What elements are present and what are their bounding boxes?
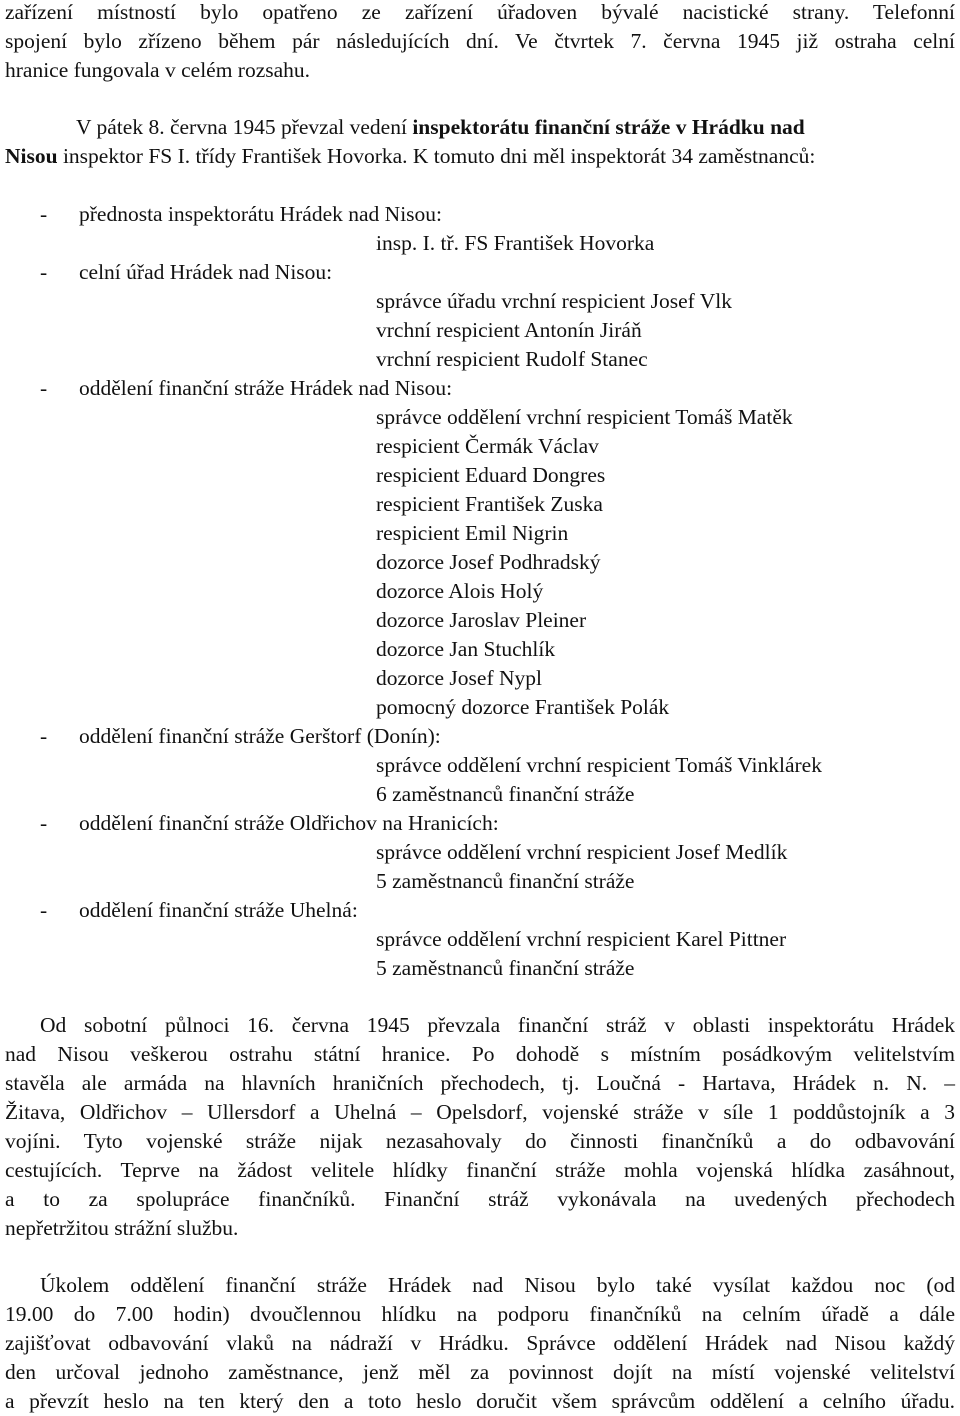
para2-line-2-text: inspektor FS I. třídy František Hovorka. K tomuto dni měl inspektorát 34 zaměstnanců: <box>57 144 816 168</box>
para4-line-4: den určoval jednoho zaměstnance, jenž měl za povinnost dojít na místí vojenské velitelství <box>5 1360 955 1384</box>
para3-line-4: Žitava, Oldřichov – Ullersdorf a Uhelná – Opelsdorf, vojenské stráže v síle 1 poddůstojník a 3 <box>5 1100 955 1124</box>
section-6-person-2: 5 zaměstnanců finanční stráže <box>376 956 635 980</box>
para3-line-2: nad Nisou veškerou ostrahu státní hranice. Po dohodě s místním posádkovým velitelstvím <box>5 1042 955 1066</box>
section-3-person-10: dozorce Josef Nypl <box>376 666 542 690</box>
section-4-person-1: správce oddělení vrchní respicient Tomáš Vinklárek <box>376 753 822 777</box>
section-3-label: oddělení finanční stráže Hrádek nad Nisou: <box>79 376 453 400</box>
section-5-person-2: 5 zaměstnanců finanční stráže <box>376 869 635 893</box>
para3-line-5: vojíni. Tyto vojenské stráže nijak nezasahovaly do činnosti finančníků a do odbavování <box>5 1129 955 1153</box>
intro-line-3: hranice fungovala v celém rozsahu. <box>5 58 311 82</box>
section-1-label: přednosta inspektorátu Hrádek nad Nisou: <box>79 202 443 226</box>
para2-line-2 <box>5 142 815 171</box>
section-2-person-2: vrchní respicient Antonín Jiráň <box>376 318 642 342</box>
intro-line-1: zařízení místností bylo opatřeno ze zařízení úřadoven bývalé nacistické strany. Telefonní <box>5 0 955 24</box>
section-2-person-3: vrchní respicient Rudolf Stanec <box>376 347 648 371</box>
section-5-label: oddělení finanční stráže Oldřichov na Hranicích: <box>79 811 499 835</box>
para3-line-3: stavěla ale armáda na hlavních hraničních přechodech, tj. Loučná - Hartava, Hrádek n. N. – <box>5 1071 955 1095</box>
section-5-dash: - <box>40 811 48 835</box>
para4-line-3: zajišťovat odbavování vlaků na nádraží v Hrádku. Správce oddělení Hrádek nad Nisou každý <box>5 1331 955 1355</box>
para2-line-1-text: V pátek 8. června 1945 převzal vedení <box>76 115 413 139</box>
section-3-person-5: respicient Emil Nigrin <box>376 521 569 545</box>
section-6-dash: - <box>40 898 48 922</box>
section-3-person-1: správce oddělení vrchní respicient Tomáš Matěk <box>376 405 793 429</box>
section-3-person-2: respicient Čermák Václav <box>376 434 599 458</box>
para4-line-2: 19.00 do 7.00 hodin) dvoučlennou hlídku na podporu finančníků na celním úřadě a dále <box>5 1302 955 1326</box>
para3-line-1: Od sobotní půlnoci 16. června 1945 převzala finanční stráž v oblasti inspektorátu Hrádek <box>40 1013 955 1037</box>
section-2-label: celní úřad Hrádek nad Nisou: <box>79 260 333 284</box>
section-2-dash: - <box>40 260 48 284</box>
section-4-person-2: 6 zaměstnanců finanční stráže <box>376 782 635 806</box>
para3-line-7: a to za spolupráce finančníků. Finanční stráž vykonávala na uvedených přechodech <box>5 1187 955 1211</box>
section-4-dash: - <box>40 724 48 748</box>
para2-line-1-bold: inspektorátu finanční stráže v Hrádku nad <box>412 115 805 139</box>
para2-line-1 <box>76 113 805 142</box>
para4-line-1: Úkolem oddělení finanční stráže Hrádek nad Nisou bylo také vysílat každou noc (od <box>40 1273 955 1297</box>
section-3-dash: - <box>40 376 48 400</box>
section-6-label: oddělení finanční stráže Uhelná: <box>79 898 358 922</box>
intro-line-2: spojení bylo zřízeno během pár následujících dní. Ve čtvrtek 7. června 1945 již ostraha celní <box>5 29 955 53</box>
section-1-dash: - <box>40 202 48 226</box>
section-3-person-4: respicient František Zuska <box>376 492 603 516</box>
section-3-person-8: dozorce Jaroslav Pleiner <box>376 608 587 632</box>
section-6-person-1: správce oddělení vrchní respicient Karel Pittner <box>376 927 787 951</box>
section-3-person-3: respicient Eduard Dongres <box>376 463 606 487</box>
section-3-person-11: pomocný dozorce František Polák <box>376 695 670 719</box>
section-3-person-7: dozorce Alois Holý <box>376 579 544 603</box>
section-2-person-1: správce úřadu vrchní respicient Josef Vlk <box>376 289 733 313</box>
para4-line-5: a převzít heslo na ten který den a toto heslo doručit všem správcům oddělení a celního úřadu. <box>5 1389 955 1413</box>
section-3-person-9: dozorce Jan Stuchlík <box>376 637 556 661</box>
section-4-label: oddělení finanční stráže Gerštorf (Donín): <box>79 724 441 748</box>
para3-line-8: nepřetržitou strážní službu. <box>5 1216 239 1240</box>
para2-line-2-bold: Nisou <box>5 144 58 168</box>
section-3-person-6: dozorce Josef Podhradský <box>376 550 601 574</box>
section-5-person-1: správce oddělení vrchní respicient Josef Medlík <box>376 840 788 864</box>
section-1-person-1: insp. I. tř. FS František Hovorka <box>376 231 655 255</box>
para3-line-6: cestujících. Teprve na žádost velitele hlídky finanční stráže mohla vojenská hlídka zasáhnout, <box>5 1158 955 1182</box>
